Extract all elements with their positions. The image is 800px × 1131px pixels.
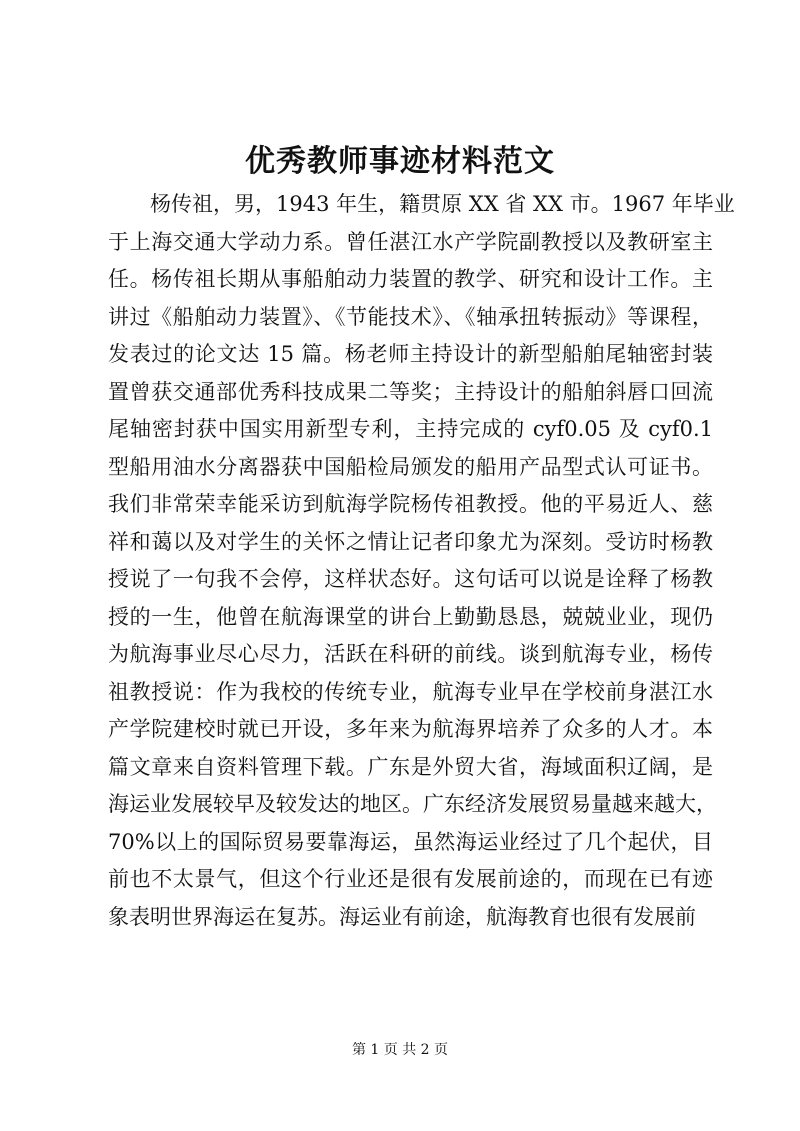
paragraph-line: 产学院建校时就已开设，多年来为航海界培养了众多的人才。本 [108, 717, 713, 741]
paragraph-line: 祥和蔼以及对学生的关怀之情让记者印象尤为深刻。受访时杨教 [108, 529, 713, 554]
paragraph-line: 篇文章来自资料管理下载。广东是外贸大省，海域面积辽阔，是 [108, 754, 713, 779]
paragraph-line: 为航海事业尽心尽力，活跃在科研的前线。谈到航海专业，杨传 [108, 642, 713, 666]
paragraph-line: 发表过的论文达 15 篇。杨老师主持设计的新型船舶尾轴密封装 [108, 342, 713, 366]
paragraph-line: 70%以上的国际贸易要靠海运，虽然海运业经过了几个起伏，目 [108, 829, 713, 854]
paragraph-line: 象表明世界海运在复苏。海运业有前途，航海教育也很有发展前 [108, 904, 696, 929]
paragraph-line: 祖教授说：作为我校的传统专业，航海专业早在学校前身湛江水 [108, 679, 713, 704]
paragraph-line: 授说了一句我不会停，这样状态好。这句话可以说是诠释了杨教 [108, 567, 713, 591]
paragraph-line: 我们非常荣幸能采访到航海学院杨传祖教授。他的平易近人、慈 [108, 492, 713, 516]
paragraph-line: 讲过《船舶动力装置》、《节能技术》、《轴承扭转振动》等课程， [108, 304, 713, 329]
paragraph-line: 于上海交通大学动力系。曾任湛江水产学院副教授以及教研室主 [108, 229, 713, 254]
paragraph-line: 前也不太景气，但这个行业还是很有发展前途的，而现在已有迹 [108, 867, 713, 891]
paragraph-line: 型船用油水分离器获中国船检局颁发的船用产品型式认可证书。 [108, 454, 713, 479]
paragraph-line: 授的一生，他曾在航海课堂的讲台上勤勤恳恳，兢兢业业，现仍 [108, 604, 713, 629]
paragraph-line: 杨传祖，男，1943 年生，籍贯原 XX 省 XX 市。1967 年毕业 [150, 192, 735, 216]
paragraph-line: 尾轴密封获中国实用新型专利，主持完成的 cyf0.05 及 cyf0.1 [108, 417, 713, 441]
page-number-footer: 第 1 页 共 2 页 [351, 1042, 449, 1058]
paragraph-line: 海运业发展较早及较发达的地区。广东经济发展贸易量越来越大， [108, 792, 717, 816]
paragraph-line: 置曾获交通部优秀科技成果二等奖；主持设计的船舶斜唇口回流 [108, 379, 713, 404]
paragraph-line: 任。杨传祖长期从事船舶动力装置的教学、研究和设计工作。主 [108, 267, 713, 291]
document-title: 优秀教师事迹材料范文 [245, 144, 555, 179]
body-paragraph [108, 186, 735, 936]
